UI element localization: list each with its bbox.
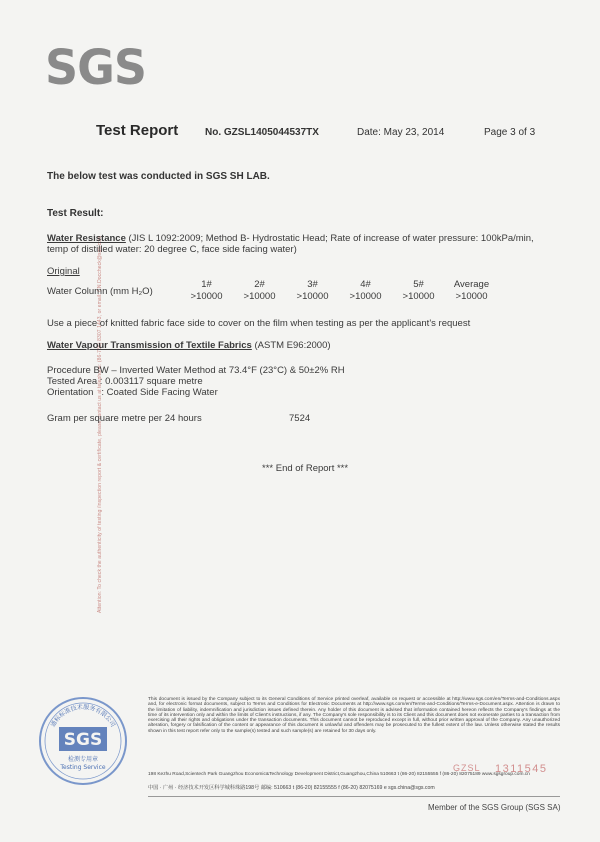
disclaimer-text: This document is issued by the Company subject to its General Conditions of Service printed overleaf, available on request or accessible at http://www.sgs.com/en/Terms-and-Conditions.aspx and, for electronic format documents, subject to Terms and Conditions for Electronic Documents at http://www.sgs.com/en/Terms-and-Conditions/Terms-e-Document.aspx. Attention is drawn to the limitation of liability, indemnification and jurisdiction issues defined therein. Any holder of this document is advised that information contained hereon reflects the Company's findings at the time of its intervention only and within the limits of Client's instructions, if any. The Company's sole responsibility is to its Client and this document does not exonerate parties to a transaction from exercising all their rights and obligations under the transaction documents. This document cannot be reproduced except in full, without prior written approval of the Company. Any unauthorized alteration, forgery or falsification of the content or appearance of this document is unlawful and offenders may be prosecuted to the fullest extent of the law. Unless otherwise stated the results shown in this test report refer only to the sample(s) tested and such sample(s) are retained for 30 days only. [148, 697, 560, 734]
address-english: 198 Kezhu Road,Scientech Park Guangzhou Economic&Technology Development District,Guangzhou,China 510663 t (86-20) 82155555 f (86-20) 82075189 www.sgsgroup.com.cn [148, 772, 530, 777]
column-header: 4# [360, 279, 371, 290]
orientation-text: Orientation : Coated Side Facing Water [47, 387, 218, 398]
page-indicator: Page 3 of 3 [484, 127, 536, 138]
water-vapour-standard: (ASTM E96:2000) [251, 340, 331, 351]
gram-value: 7524 [289, 413, 311, 424]
column-value: >10000 [455, 291, 488, 302]
column-value: >10000 [243, 291, 276, 302]
water-column-table [47, 279, 498, 303]
column-value: >10000 [296, 291, 329, 302]
stamp-label-en: Testing Service [60, 764, 106, 771]
stamp-label-cn: 检测专用章 [67, 756, 99, 763]
column-header: 5# [413, 279, 424, 290]
water-vapour-label: Water Vapour Transmission of Textile Fabrics [47, 340, 252, 351]
water-resistance-description [47, 233, 537, 255]
column-value: >10000 [349, 291, 382, 302]
footer-divider [148, 796, 560, 797]
serial-prefix: GZSL [453, 763, 481, 773]
test-result-heading: Test Result: [47, 208, 104, 219]
tested-area-text: Tested Area : 0.003117 square metre [47, 376, 203, 387]
intro-text: The below test was conducted in SGS SH LAB. [47, 171, 270, 182]
column-value: >10000 [190, 291, 223, 302]
water-column-label: Water Column (mm H₂O) [47, 286, 153, 297]
procedure-text: Procedure BW – Inverted Water Method at 73.4°F (23°C) & 50±2% RH [47, 365, 345, 376]
member-line: Member of the SGS Group (SGS SA) [428, 803, 561, 812]
procedure-block [47, 365, 345, 398]
stamp-arc-text: 通标标准技术服务有限公司 [49, 703, 117, 729]
stamp-logo: SGS [63, 730, 103, 750]
serial-number: 1311545 [495, 763, 548, 775]
gram-label: Gram per square metre per 24 hours [47, 413, 202, 424]
water-resistance-label: Water Resistance [47, 233, 126, 244]
svg-text:通标标准技术服务有限公司 [49, 703, 117, 728]
end-of-report: *** End of Report *** [262, 463, 349, 474]
column-header: 3# [307, 279, 318, 290]
report-date: Date: May 23, 2014 [357, 127, 445, 138]
report-number: No. GZSL1405044537TX [205, 127, 319, 138]
column-header: 2# [254, 279, 265, 290]
report-title: Test Report [96, 122, 179, 139]
column-header: 1# [201, 279, 212, 290]
authenticity-notice: Attention: To check the authenticity of testing /inspection report & certificate, please contact us at telephone: (86-755) 8307 1443, or email: CN.Doccheck@sgs.com [97, 235, 103, 613]
address-chinese: 中国 · 广州 · 经济技术开发区科学城科珠路198号 邮编: 510663 t (86-20) 82155555 f (86-20) 82075169 e sgs.china@sgs.com [148, 785, 435, 791]
original-label: Original [47, 266, 80, 277]
column-value: >10000 [402, 291, 435, 302]
sgs-logo: SGS [45, 38, 147, 96]
water-resistance-method: (JIS L 1092:2009; Method B- Hydrostatic Head; Rate of increase of water pressure: 100kPa/min, temp of distilled water: 20 degree C, face side facing water) [47, 233, 534, 255]
testing-service-stamp [37, 695, 129, 787]
test-note: Use a piece of knitted fabric face side to cover on the film when testing as per the applicant's request [47, 318, 471, 329]
water-vapour-heading [47, 340, 331, 351]
column-header: Average [453, 279, 490, 290]
